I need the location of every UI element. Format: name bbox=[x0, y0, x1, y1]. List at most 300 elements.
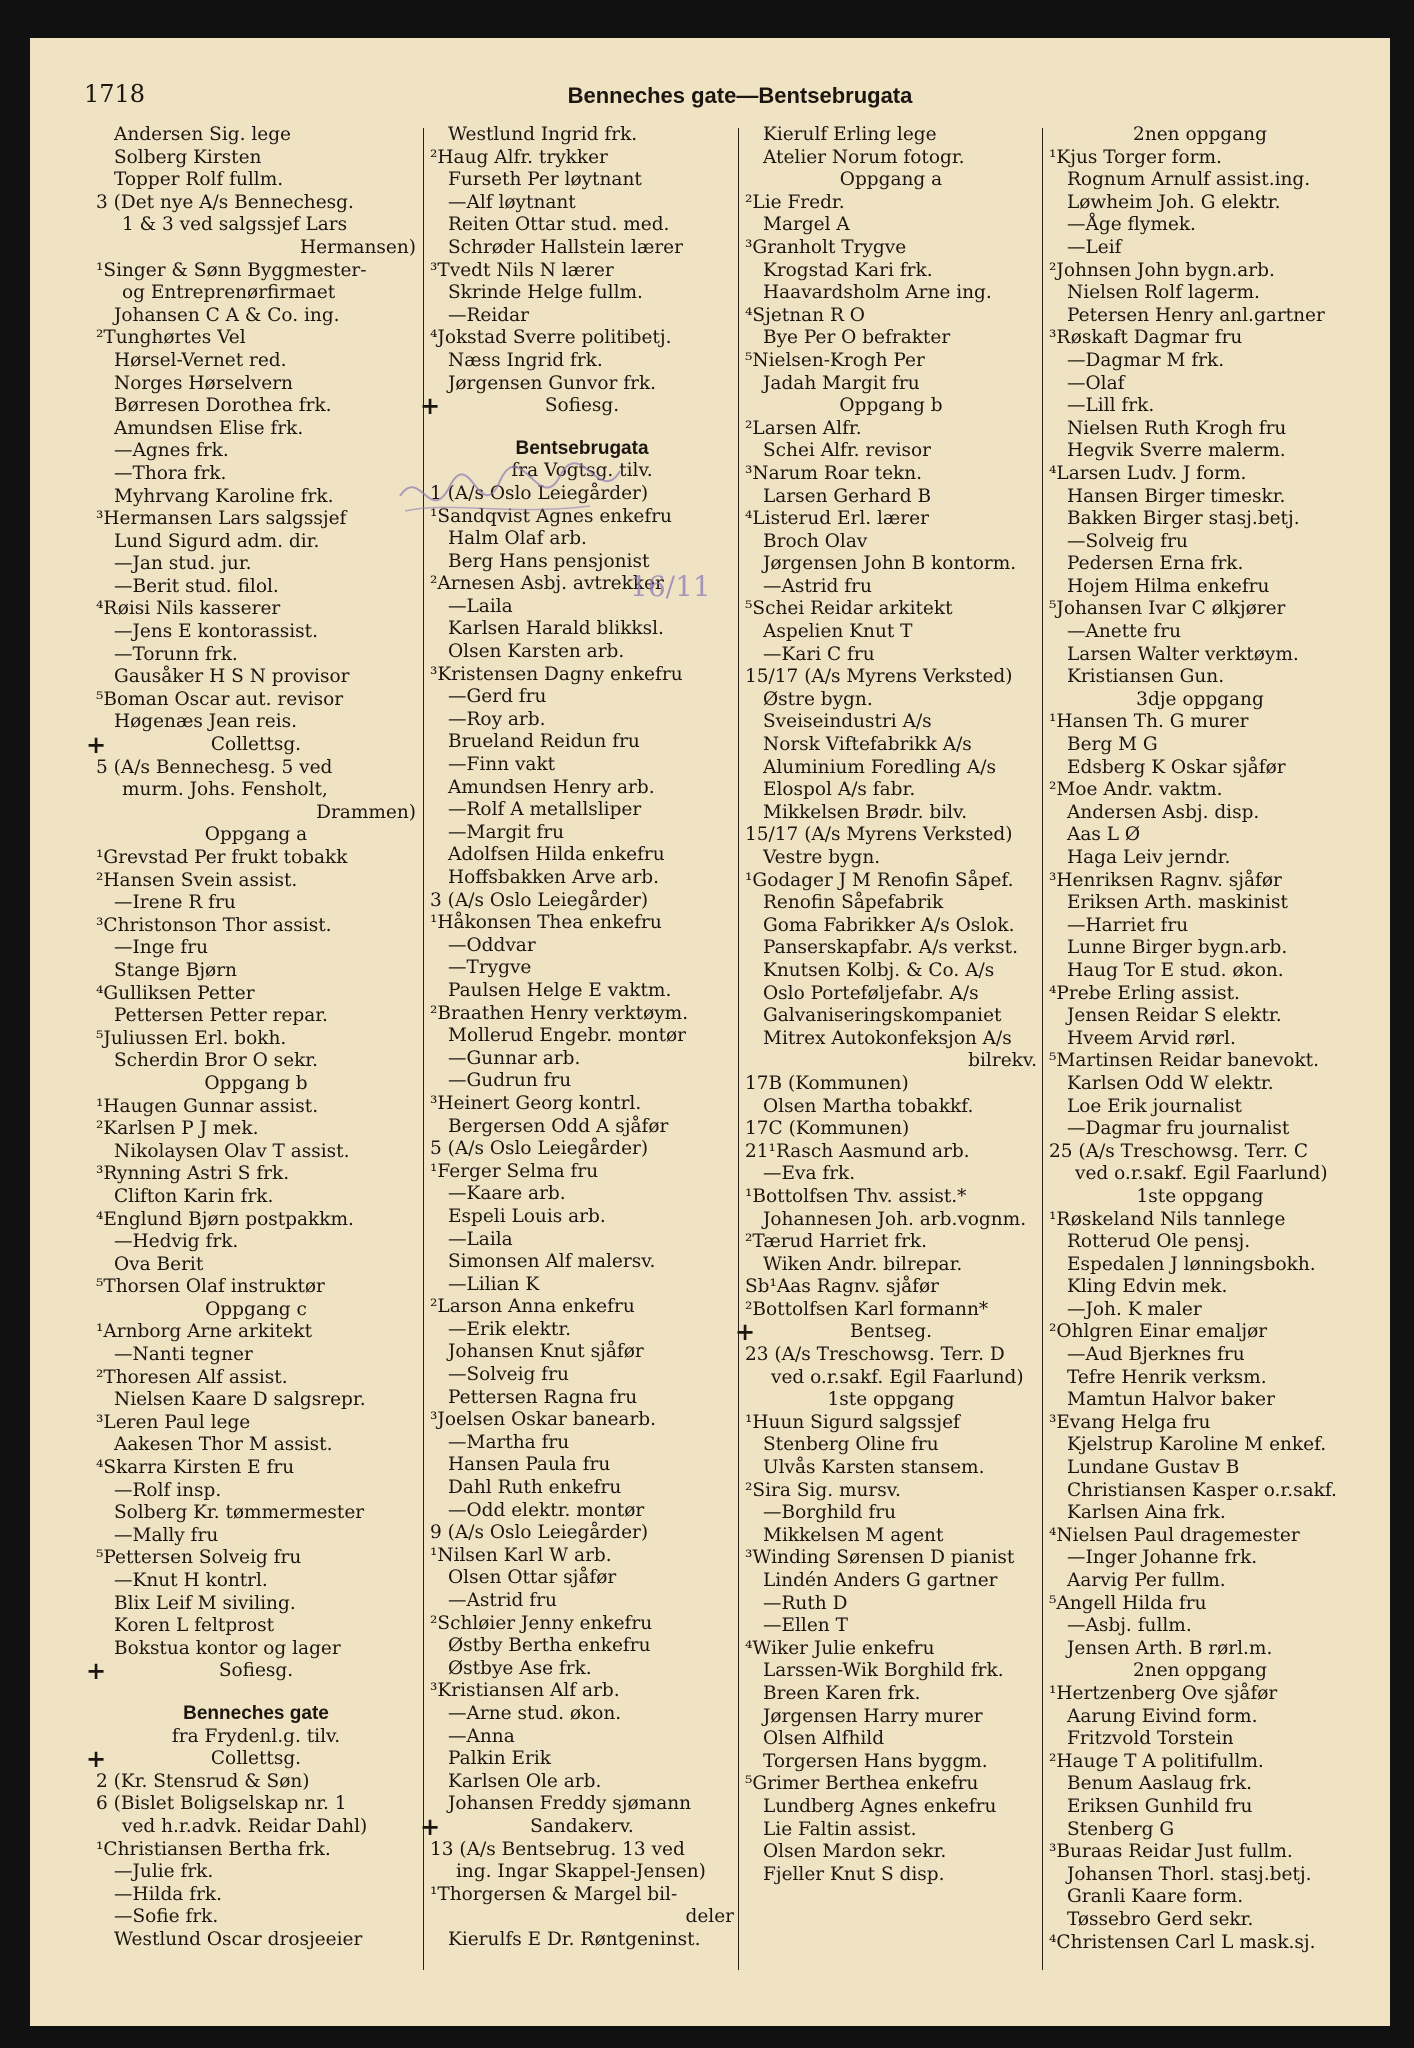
directory-entry: Rotterud Ole pensj. bbox=[1067, 1231, 1251, 1253]
directory-entry: ²Lie Fredr. bbox=[745, 191, 845, 213]
directory-entry: —Kaare arb. bbox=[448, 1183, 566, 1205]
directory-entry: Blix Leif M siviling. bbox=[114, 1592, 296, 1614]
directory-entry: ³Henriksen Ragnv. sjåfør bbox=[1049, 869, 1282, 891]
section-label: 2nen oppgang bbox=[1133, 1660, 1267, 1682]
directory-entry: Espedalen J lønningsbokh. bbox=[1067, 1253, 1316, 1275]
section-label: Oppgang b bbox=[204, 1072, 308, 1094]
directory-entry: Larsen Gerhard B bbox=[763, 485, 932, 507]
directory-entry: ⁵Angell Hilda fru bbox=[1049, 1592, 1207, 1614]
cross-street-marker-icon: + bbox=[86, 1744, 107, 1774]
directory-entry: Løwheim Joh. G elektr. bbox=[1067, 191, 1281, 213]
directory-entry: Palkin Erik bbox=[448, 1748, 551, 1770]
directory-entry: Aas L Ø bbox=[1067, 824, 1141, 846]
directory-entry: ¹Kjus Torger form. bbox=[1049, 146, 1222, 168]
directory-entry: Lundberg Agnes enkefru bbox=[763, 1795, 997, 1817]
directory-entry: —Ruth D bbox=[763, 1592, 848, 1614]
directory-entry: —Harriet fru bbox=[1067, 914, 1189, 936]
directory-entry: ⁵Thorsen Olaf instruktør bbox=[96, 1276, 325, 1298]
directory-entry: ⁵Schei Reidar arkitekt bbox=[745, 598, 953, 620]
directory-entry: ³Winding Sørensen D pianist bbox=[745, 1547, 1015, 1569]
directory-entry: Fritzvold Torstein bbox=[1067, 1728, 1234, 1750]
directory-entry: —Borghild fru bbox=[763, 1502, 896, 1524]
directory-entry: Myhrvang Karoline frk. bbox=[114, 485, 334, 507]
directory-entry: ³Buraas Reidar Just fullm. bbox=[1049, 1841, 1293, 1863]
directory-entry: —Rolf insp. bbox=[114, 1479, 222, 1501]
directory-entry: Schrøder Hallstein lærer bbox=[448, 236, 683, 258]
directory-entry: Amundsen Henry arb. bbox=[448, 776, 655, 798]
cross-street: + Sofiesg. bbox=[86, 1656, 294, 1686]
directory-entry: 9 (A/s Oslo Leiegårder) bbox=[430, 1522, 649, 1544]
section-label: 1ste oppgang bbox=[827, 1389, 955, 1411]
directory-entry: ⁵Grimer Berthea enkefru bbox=[745, 1773, 979, 1795]
directory-column-1 bbox=[86, 124, 420, 1952]
entry-continuation: 1 & 3 ved salgssjef Lars bbox=[122, 214, 348, 236]
directory-entry: Petersen Henry anl.gartner bbox=[1067, 304, 1325, 326]
directory-entry: ¹Nilsen Karl W arb. bbox=[430, 1544, 612, 1566]
directory-entry: —Gunnar arb. bbox=[448, 1047, 581, 1069]
directory-entry: 15/17 (A/s Myrens Verksted) bbox=[745, 666, 1013, 688]
directory-entry: Reiten Ottar stud. med. bbox=[448, 214, 670, 236]
directory-entry: Renofin Såpefabrik bbox=[763, 892, 944, 914]
directory-entry: ³Hermansen Lars salgssjef bbox=[96, 508, 347, 530]
directory-entry: —Torunn frk. bbox=[114, 643, 238, 665]
directory-entry: Hegvik Sverre malerm. bbox=[1067, 440, 1286, 462]
directory-entry: Hørsel-Vernet red. bbox=[114, 349, 287, 371]
directory-entry: —Mally fru bbox=[114, 1524, 219, 1546]
directory-entry: Wiken Andr. bilrepar. bbox=[763, 1253, 963, 1275]
directory-entry: Mitrex Autokonfeksjon A/s bbox=[763, 1027, 1012, 1049]
directory-entry: Galvaniseringskompaniet bbox=[763, 1005, 1002, 1027]
section-label: 3dje oppgang bbox=[1136, 688, 1264, 710]
directory-entry: ⁵Nielsen-Krogh Per bbox=[745, 349, 925, 371]
entry-continuation: ing. Ingar Skappel-Jensen) bbox=[456, 1861, 706, 1883]
directory-entry: Jensen Arth. B rørl.m. bbox=[1067, 1637, 1273, 1659]
directory-entry: ²Larson Anna enkefru bbox=[430, 1296, 635, 1318]
directory-entry: Fjeller Knut S disp. bbox=[763, 1863, 945, 1885]
section-label: 1ste oppgang bbox=[1136, 1185, 1264, 1207]
directory-entry: ³Granholt Trygve bbox=[745, 236, 907, 258]
directory-entry: ²Sira Sig. mursv. bbox=[745, 1479, 901, 1501]
directory-entry: ⁵Pettersen Solveig fru bbox=[96, 1547, 302, 1569]
directory-entry: —Roy arb. bbox=[448, 708, 546, 730]
directory-entry: Solberg Kirsten bbox=[114, 146, 262, 168]
directory-entry: Elospol A/s fabr. bbox=[763, 779, 916, 801]
directory-entry: ⁴Røisi Nils kasserer bbox=[96, 598, 281, 620]
directory-entry: ¹Hertzenberg Ove sjåfør bbox=[1049, 1682, 1278, 1704]
directory-entry: Christiansen Kasper o.r.sakf. bbox=[1067, 1479, 1337, 1501]
directory-entry: Aakesen Thor M assist. bbox=[114, 1434, 333, 1456]
directory-entry: Atelier Norum fotogr. bbox=[763, 146, 965, 168]
directory-entry: ¹Røskeland Nils tannlege bbox=[1049, 1208, 1286, 1230]
directory-entry: Berg M G bbox=[1067, 734, 1158, 756]
directory-entry: Hansen Paula fru bbox=[448, 1454, 611, 1476]
directory-entry: —Astrid fru bbox=[763, 575, 872, 597]
directory-entry: Haug Tor E stud. økon. bbox=[1067, 959, 1284, 981]
directory-entry: Stenberg Oline fru bbox=[763, 1434, 939, 1456]
directory-entry: Bergersen Odd A sjåfør bbox=[448, 1115, 669, 1137]
directory-entry: ²Arnesen Asbj. avtrekker bbox=[430, 573, 664, 595]
directory-entry: Larssen-Wik Borghild frk. bbox=[763, 1660, 1004, 1682]
directory-entry: —Agnes frk. bbox=[114, 440, 229, 462]
directory-entry: 5 (A/s Oslo Leiegårder) bbox=[430, 1138, 649, 1160]
entry-continuation: murm. Johs. Fensholt, bbox=[122, 779, 328, 801]
directory-entry: Jørgensen John B kontorm. bbox=[763, 553, 1017, 575]
directory-entry: —Finn vakt bbox=[448, 754, 556, 776]
directory-entry: Hveem Arvid rørl. bbox=[1067, 1027, 1236, 1049]
directory-entry: Haga Leiv jerndr. bbox=[1067, 847, 1231, 868]
directory-entry: ¹Haugen Gunnar assist. bbox=[96, 1095, 319, 1117]
directory-entry: 13 (A/s Bentsebrug. 13 ved bbox=[430, 1838, 685, 1860]
directory-entry: Gausåker H S N provisor bbox=[114, 666, 350, 688]
directory-entry: Johansen Freddy sjømann bbox=[448, 1793, 692, 1815]
directory-entry: —Laila bbox=[448, 1228, 513, 1250]
directory-entry: ²Johnsen John bygn.arb. bbox=[1049, 259, 1275, 281]
directory-entry: —Kari C fru bbox=[763, 643, 875, 665]
directory-entry: ³Joelsen Oskar banearb. bbox=[430, 1409, 657, 1431]
directory-entry: Vestre bygn. bbox=[763, 847, 881, 868]
directory-entry: ³Christonson Thor assist. bbox=[96, 914, 332, 936]
directory-entry: Mollerud Engebr. montør bbox=[448, 1025, 686, 1047]
directory-entry: Topper Rolf fullm. bbox=[114, 169, 284, 191]
directory-entry: Olsen Ottar sjåfør bbox=[448, 1567, 617, 1589]
directory-entry: ⁴Larsen Ludv. J form. bbox=[1049, 462, 1247, 484]
directory-entry: —Dagmar M frk. bbox=[1067, 349, 1225, 371]
cross-street-marker-icon: + bbox=[86, 1656, 107, 1686]
directory-entry: Johannesen Joh. arb.vognm. bbox=[763, 1208, 1027, 1230]
directory-entry: ⁴Nielsen Paul dragemester bbox=[1049, 1524, 1300, 1546]
directory-entry: Mamtun Halvor baker bbox=[1067, 1389, 1275, 1411]
directory-entry: ³Evang Helga fru bbox=[1049, 1411, 1211, 1433]
directory-entry: Østre bygn. bbox=[763, 688, 873, 710]
directory-entry: Lie Faltin assist. bbox=[763, 1818, 917, 1840]
directory-entry: Børresen Dorothea frk. bbox=[114, 395, 332, 417]
directory-entry: ¹Huun Sigurd salgssjef bbox=[745, 1411, 960, 1433]
directory-entry: Johansen Thorl. stasj.betj. bbox=[1067, 1863, 1312, 1885]
directory-entry: 1 (A/s Oslo Leiegårder) bbox=[430, 482, 649, 504]
directory-entry: Ova Berit bbox=[114, 1253, 204, 1275]
street-heading: Benneches gate bbox=[183, 1702, 329, 1724]
directory-entry: —Lilian K bbox=[448, 1273, 540, 1295]
directory-entry: —Gudrun fru bbox=[448, 1070, 572, 1092]
directory-entry: ¹Bottolfsen Thv. assist.* bbox=[745, 1185, 967, 1207]
directory-entry: —Solveig fru bbox=[448, 1364, 569, 1386]
directory-entry: Krogstad Kari frk. bbox=[763, 259, 933, 281]
directory-entry: —Ellen T bbox=[763, 1615, 848, 1637]
directory-entry: ³Narum Roar tekn. bbox=[745, 462, 923, 484]
directory-entry: Johansen Knut sjåfør bbox=[448, 1341, 644, 1363]
directory-entry: —Jens E kontorassist. bbox=[114, 621, 318, 643]
directory-entry: Goma Fabrikker A/s Oslok. bbox=[763, 914, 1015, 936]
cross-street: + Collettsg. bbox=[86, 730, 302, 760]
directory-entry: Halm Olaf arb. bbox=[448, 528, 587, 550]
directory-entry: Aarvig Per fullm. bbox=[1067, 1570, 1226, 1591]
directory-entry: Karlsen Odd W elektr. bbox=[1067, 1072, 1274, 1094]
directory-entry: ³Kristensen Dagny enkefru bbox=[430, 663, 683, 685]
section-label: fra Vogtsg. tilv. bbox=[511, 460, 653, 482]
section-label: 2nen oppgang bbox=[1133, 124, 1267, 145]
directory-entry: Clifton Karin frk. bbox=[114, 1185, 274, 1207]
directory-entry: Pedersen Erna frk. bbox=[1067, 553, 1244, 575]
directory-entry: 6 (Bislet Boligselskap nr. 1 bbox=[96, 1793, 347, 1815]
directory-entry: ²Thoresen Alf assist. bbox=[96, 1366, 288, 1388]
cross-street: + Sofiesg. bbox=[420, 391, 620, 421]
cross-street: + Sandakerv. bbox=[420, 1811, 634, 1841]
page-title: Benneches gate—Bentsebrugata bbox=[567, 83, 913, 108]
directory-entry: ²Braathen Henry verktøym. bbox=[430, 1002, 689, 1024]
directory-entry: —Laila bbox=[448, 595, 513, 617]
directory-entry: Østbye Ase frk. bbox=[448, 1657, 592, 1679]
directory-entry: Knutsen Kolbj. & Co. A/s bbox=[763, 959, 995, 981]
directory-entry: ²Bottolfsen Karl formann* bbox=[745, 1298, 989, 1320]
directory-entry: Lundane Gustav B bbox=[1067, 1457, 1240, 1479]
directory-entry: Edsberg K Oskar sjåfør bbox=[1067, 756, 1286, 778]
directory-entry: —Reidar bbox=[448, 304, 530, 326]
directory-entry: Pettersen Ragna fru bbox=[448, 1386, 638, 1408]
entry-continuation: ved o.r.sakf. Egil Faarlund) bbox=[771, 1366, 1024, 1388]
directory-entry: —Margit fru bbox=[448, 821, 564, 843]
directory-entry: Panserskapfabr. A/s verkst. bbox=[763, 937, 1018, 959]
directory-entry: Kierulfs E Dr. Røntgeninst. bbox=[448, 1928, 701, 1950]
directory-entry: Schei Alfr. revisor bbox=[763, 440, 932, 462]
directory-entry: Nikolaysen Olav T assist. bbox=[114, 1140, 350, 1162]
directory-entry: Næss Ingrid frk. bbox=[448, 349, 603, 371]
directory-entry: Sb¹Aas Ragnv. sjåfør bbox=[745, 1276, 939, 1298]
directory-entry: Karlsen Ole arb. bbox=[448, 1770, 602, 1792]
directory-entry: —Anna bbox=[448, 1725, 515, 1747]
directory-entry: Westlund Oscar drosjeeier bbox=[114, 1928, 363, 1950]
directory-entry: —Sofie frk. bbox=[114, 1906, 219, 1928]
directory-entry: —Hilda frk. bbox=[114, 1883, 223, 1905]
directory-entry: 25 (A/s Treschowsg. Terr. C bbox=[1049, 1140, 1308, 1162]
entry-continuation: Hermansen) bbox=[300, 236, 416, 258]
column-divider bbox=[1042, 128, 1043, 1970]
directory-entry: Larsen Walter verktøym. bbox=[1067, 643, 1299, 665]
directory-entry: ¹Sandqvist Agnes enkefru bbox=[430, 505, 672, 527]
directory-column-2 bbox=[420, 124, 738, 1952]
directory-entry: ⁴Jokstad Sverre politibetj. bbox=[430, 327, 672, 349]
directory-entry: Lund Sigurd adm. dir. bbox=[114, 530, 320, 552]
directory-entry: ¹Thorgersen & Margel bil- bbox=[430, 1883, 678, 1905]
directory-entry: 5 (A/s Bennechesg. 5 ved bbox=[96, 756, 333, 778]
directory-entry: ¹Håkonsen Thea enkefru bbox=[430, 912, 662, 934]
directory-entry: ⁴Prebe Erling assist. bbox=[1049, 982, 1240, 1004]
directory-entry: ¹Singer & Sønn Byggmester- bbox=[96, 259, 367, 281]
directory-entry: Hansen Birger timeskr. bbox=[1067, 485, 1286, 507]
directory-entry: ⁴Englund Bjørn postpakkm. bbox=[96, 1208, 354, 1230]
directory-entry: —Martha fru bbox=[448, 1431, 570, 1453]
section-label: Oppgang a bbox=[839, 169, 943, 191]
section-label: Oppgang b bbox=[839, 395, 943, 417]
directory-entry: —Thora frk. bbox=[114, 462, 227, 484]
directory-entry: —Anette fru bbox=[1067, 621, 1182, 643]
entry-continuation: bilrekv. bbox=[968, 1050, 1037, 1072]
directory-entry: ²Tunghørtes Vel bbox=[96, 327, 246, 349]
cross-street: + Collettsg. bbox=[86, 1744, 302, 1774]
directory-entry: Jensen Reidar S elektr. bbox=[1067, 1005, 1282, 1027]
directory-entry: Lindén Anders G gartner bbox=[763, 1570, 998, 1591]
directory-entry: —Inge fru bbox=[114, 937, 208, 959]
directory-entry: —Olaf bbox=[1067, 372, 1125, 394]
directory-entry: Karlsen Harald blikksl. bbox=[448, 618, 664, 640]
directory-entry: ⁴Skarra Kirsten E fru bbox=[96, 1457, 295, 1479]
directory-entry: ³Rynning Astri S frk. bbox=[96, 1163, 290, 1185]
directory-entry: Solberg Kr. tømmermester bbox=[114, 1502, 365, 1524]
directory-entry: —Berit stud. filol. bbox=[114, 575, 279, 597]
spacer bbox=[92, 1683, 420, 1703]
directory-entry: —Joh. K maler bbox=[1067, 1298, 1202, 1320]
page-number: 1718 bbox=[84, 80, 146, 108]
directory-entry: —Irene R fru bbox=[114, 892, 236, 914]
directory-entry: ²Moe Andr. vaktm. bbox=[1049, 779, 1223, 801]
directory-entry: Benum Aaslaug frk. bbox=[1067, 1773, 1253, 1795]
directory-entry: —Nanti tegner bbox=[114, 1344, 253, 1366]
entry-continuation: og Entreprenørfirmaet bbox=[122, 282, 336, 304]
directory-entry: Hoffsbakken Arve arb. bbox=[448, 867, 660, 888]
directory-entry: 3 (Det nye A/s Bennechesg. bbox=[96, 191, 354, 213]
directory-entry: Brueland Reidun fru bbox=[448, 731, 640, 753]
directory-entry: Ulvås Karsten stansem. bbox=[763, 1457, 985, 1479]
directory-entry: —Hedvig frk. bbox=[114, 1231, 239, 1253]
directory-entry: Andersen Sig. lege bbox=[114, 124, 291, 145]
directory-entry: Loe Erik journalist bbox=[1067, 1095, 1242, 1117]
directory-entry: Furseth Per løytnant bbox=[448, 169, 642, 191]
directory-entry: —Inger Johanne frk. bbox=[1067, 1547, 1258, 1569]
directory-entry: Margel A bbox=[763, 214, 850, 236]
directory-entry: Stange Bjørn bbox=[114, 959, 237, 981]
directory-entry: Eriksen Arth. maskinist bbox=[1067, 892, 1288, 914]
directory-entry: ²Hansen Svein assist. bbox=[96, 869, 298, 891]
directory-entry: Eriksen Gunhild fru bbox=[1067, 1795, 1253, 1817]
directory-entry: Jørgensen Harry murer bbox=[763, 1705, 983, 1727]
directory-entry: Johansen C A & Co. ing. bbox=[114, 304, 340, 326]
directory-entry: Tøssebro Gerd sekr. bbox=[1067, 1908, 1254, 1930]
directory-entry: ¹Grevstad Per frukt tobakk bbox=[96, 847, 348, 868]
directory-entry: ²Haug Alfr. trykker bbox=[430, 146, 608, 168]
directory-entry: Kierulf Erling lege bbox=[763, 124, 937, 145]
cross-street-marker-icon: + bbox=[420, 1811, 441, 1841]
directory-entry: Breen Karen frk. bbox=[763, 1682, 921, 1704]
directory-entry: 2 (Kr. Stensrud & Søn) bbox=[96, 1770, 310, 1792]
directory-entry: ¹Arnborg Arne arkitekt bbox=[96, 1321, 313, 1343]
section-label: Oppgang a bbox=[204, 824, 308, 846]
directory-entry: —Lill frk. bbox=[1067, 395, 1155, 417]
directory-entry: Nielsen Kaare D salgsrepr. bbox=[114, 1389, 366, 1411]
directory-entry: Pettersen Petter repar. bbox=[114, 1005, 328, 1027]
directory-entry: —Arne stud. økon. bbox=[448, 1702, 622, 1724]
entry-continuation: deler bbox=[685, 1906, 734, 1928]
directory-entry: ⁴Wiker Julie enkefru bbox=[745, 1637, 935, 1659]
spacer bbox=[426, 418, 738, 438]
directory-entry: Karlsen Aina frk. bbox=[1067, 1502, 1226, 1524]
directory-entry: —Astrid fru bbox=[448, 1590, 557, 1611]
directory-entry: ⁴Sjetnan R O bbox=[745, 304, 865, 326]
directory-entry: Bye Per O befrakter bbox=[763, 327, 951, 349]
directory-entry: Norges Hørselvern bbox=[114, 372, 293, 394]
directory-entry: Simonsen Alf malersv. bbox=[448, 1251, 656, 1273]
directory-entry: —Oddvar bbox=[448, 934, 536, 956]
directory-entry: ¹Ferger Selma fru bbox=[430, 1160, 599, 1182]
directory-entry: ²Karlsen P J mek. bbox=[96, 1118, 259, 1140]
directory-entry: ¹Christiansen Bertha frk. bbox=[96, 1838, 331, 1860]
directory-entry: 17B (Kommunen) bbox=[745, 1072, 909, 1094]
directory-page bbox=[30, 38, 1390, 2026]
directory-entry: Aluminium Foredling A/s bbox=[763, 756, 996, 778]
directory-entry: —Jan stud. jur. bbox=[114, 553, 252, 575]
directory-entry: Bakken Birger stasj.betj. bbox=[1067, 508, 1300, 530]
directory-entry: Dahl Ruth enkefru bbox=[448, 1477, 622, 1499]
directory-entry: Nielsen Rolf lagerm. bbox=[1067, 282, 1260, 304]
directory-entry: ⁴Gulliksen Petter bbox=[96, 982, 255, 1004]
directory-entry: Aspelien Knut T bbox=[763, 621, 913, 643]
section-label: fra Frydenl.g. tilv. bbox=[171, 1725, 341, 1747]
entry-continuation: Drammen) bbox=[316, 801, 416, 823]
directory-entry: Amundsen Elise frk. bbox=[114, 417, 304, 439]
directory-entry: ²Schløier Jenny enkefru bbox=[430, 1612, 653, 1634]
directory-entry: —Åge flymek. bbox=[1067, 214, 1196, 236]
directory-entry: 15/17 (A/s Myrens Verksted) bbox=[745, 824, 1013, 846]
directory-entry: ²Hauge T A politifullm. bbox=[1049, 1750, 1264, 1772]
directory-column-4 bbox=[1045, 124, 1355, 1954]
directory-entry: —Leif bbox=[1067, 236, 1122, 258]
cross-street-marker-icon: + bbox=[735, 1317, 756, 1347]
directory-entry: Espeli Louis arb. bbox=[448, 1205, 606, 1227]
column-divider bbox=[738, 128, 739, 1970]
directory-entry: Kjelstrup Karoline M enkef. bbox=[1067, 1434, 1327, 1456]
directory-entry: —Odd elektr. montør bbox=[448, 1499, 645, 1521]
directory-entry: ⁴Listerud Erl. lærer bbox=[745, 508, 929, 530]
directory-entry: 17C (Kommunen) bbox=[745, 1118, 910, 1140]
directory-entry: Østby Bertha enkefru bbox=[448, 1635, 651, 1657]
handwritten-note: 16/11 bbox=[630, 570, 711, 603]
directory-entry: ³Leren Paul lege bbox=[96, 1411, 251, 1433]
directory-entry: 23 (A/s Treschowsg. Terr. D bbox=[745, 1344, 1005, 1366]
directory-entry: 21¹Rasch Aasmund arb. bbox=[745, 1140, 970, 1162]
directory-entry: Jørgensen Gunvor frk. bbox=[448, 372, 657, 394]
directory-entry: Nielsen Ruth Krogh fru bbox=[1067, 417, 1287, 439]
directory-entry: ²Larsen Alfr. bbox=[745, 417, 862, 439]
directory-entry: Skrinde Helge fullm. bbox=[448, 282, 643, 304]
directory-entry: —Asbj. fullm. bbox=[1067, 1615, 1192, 1637]
directory-entry: —Aud Bjerknes fru bbox=[1067, 1344, 1245, 1366]
directory-entry: ⁵Johansen Ivar C ølkjører bbox=[1049, 598, 1286, 620]
directory-entry: —Knut H kontrl. bbox=[114, 1570, 268, 1591]
directory-entry: Olsen Karsten arb. bbox=[448, 641, 625, 663]
directory-entry: Torgersen Hans byggm. bbox=[763, 1750, 988, 1772]
directory-entry: —Julie frk. bbox=[114, 1861, 214, 1883]
directory-entry: Olsen Alfhild bbox=[763, 1728, 885, 1750]
directory-entry: Paulsen Helge E vaktm. bbox=[448, 979, 672, 1001]
cross-street: + Bentseg. bbox=[735, 1317, 933, 1347]
directory-entry: ²Tærud Harriet frk. bbox=[745, 1231, 928, 1253]
directory-entry: Kristiansen Gun. bbox=[1067, 666, 1225, 688]
entry-continuation: ved h.r.advk. Reidar Dahl) bbox=[122, 1815, 368, 1837]
directory-entry: Norsk Viftefabrikk A/s bbox=[763, 734, 972, 756]
directory-entry: ²Ohlgren Einar emaljør bbox=[1049, 1321, 1268, 1343]
directory-entry: —Erik elektr. bbox=[448, 1318, 572, 1340]
directory-entry: Tefre Henrik verksm. bbox=[1067, 1366, 1267, 1388]
entry-continuation: ved o.r.sakf. Egil Faarlund) bbox=[1075, 1163, 1328, 1185]
directory-entry: Scherdin Bror O sekr. bbox=[114, 1050, 318, 1072]
directory-entry: Olsen Martha tobakkf. bbox=[763, 1095, 974, 1117]
directory-entry: ³Tvedt Nils N lærer bbox=[430, 259, 614, 281]
cross-street-marker-icon: + bbox=[86, 730, 107, 760]
directory-entry: Hojem Hilma enkefru bbox=[1067, 575, 1270, 597]
directory-entry: ⁵Boman Oscar aut. revisor bbox=[96, 688, 344, 710]
directory-entry: Sveiseindustri A/s bbox=[763, 711, 932, 733]
directory-entry: Westlund Ingrid frk. bbox=[448, 124, 638, 145]
directory-entry: Broch Olav bbox=[763, 530, 868, 552]
directory-entry: Berg Hans pensjonist bbox=[448, 550, 650, 572]
